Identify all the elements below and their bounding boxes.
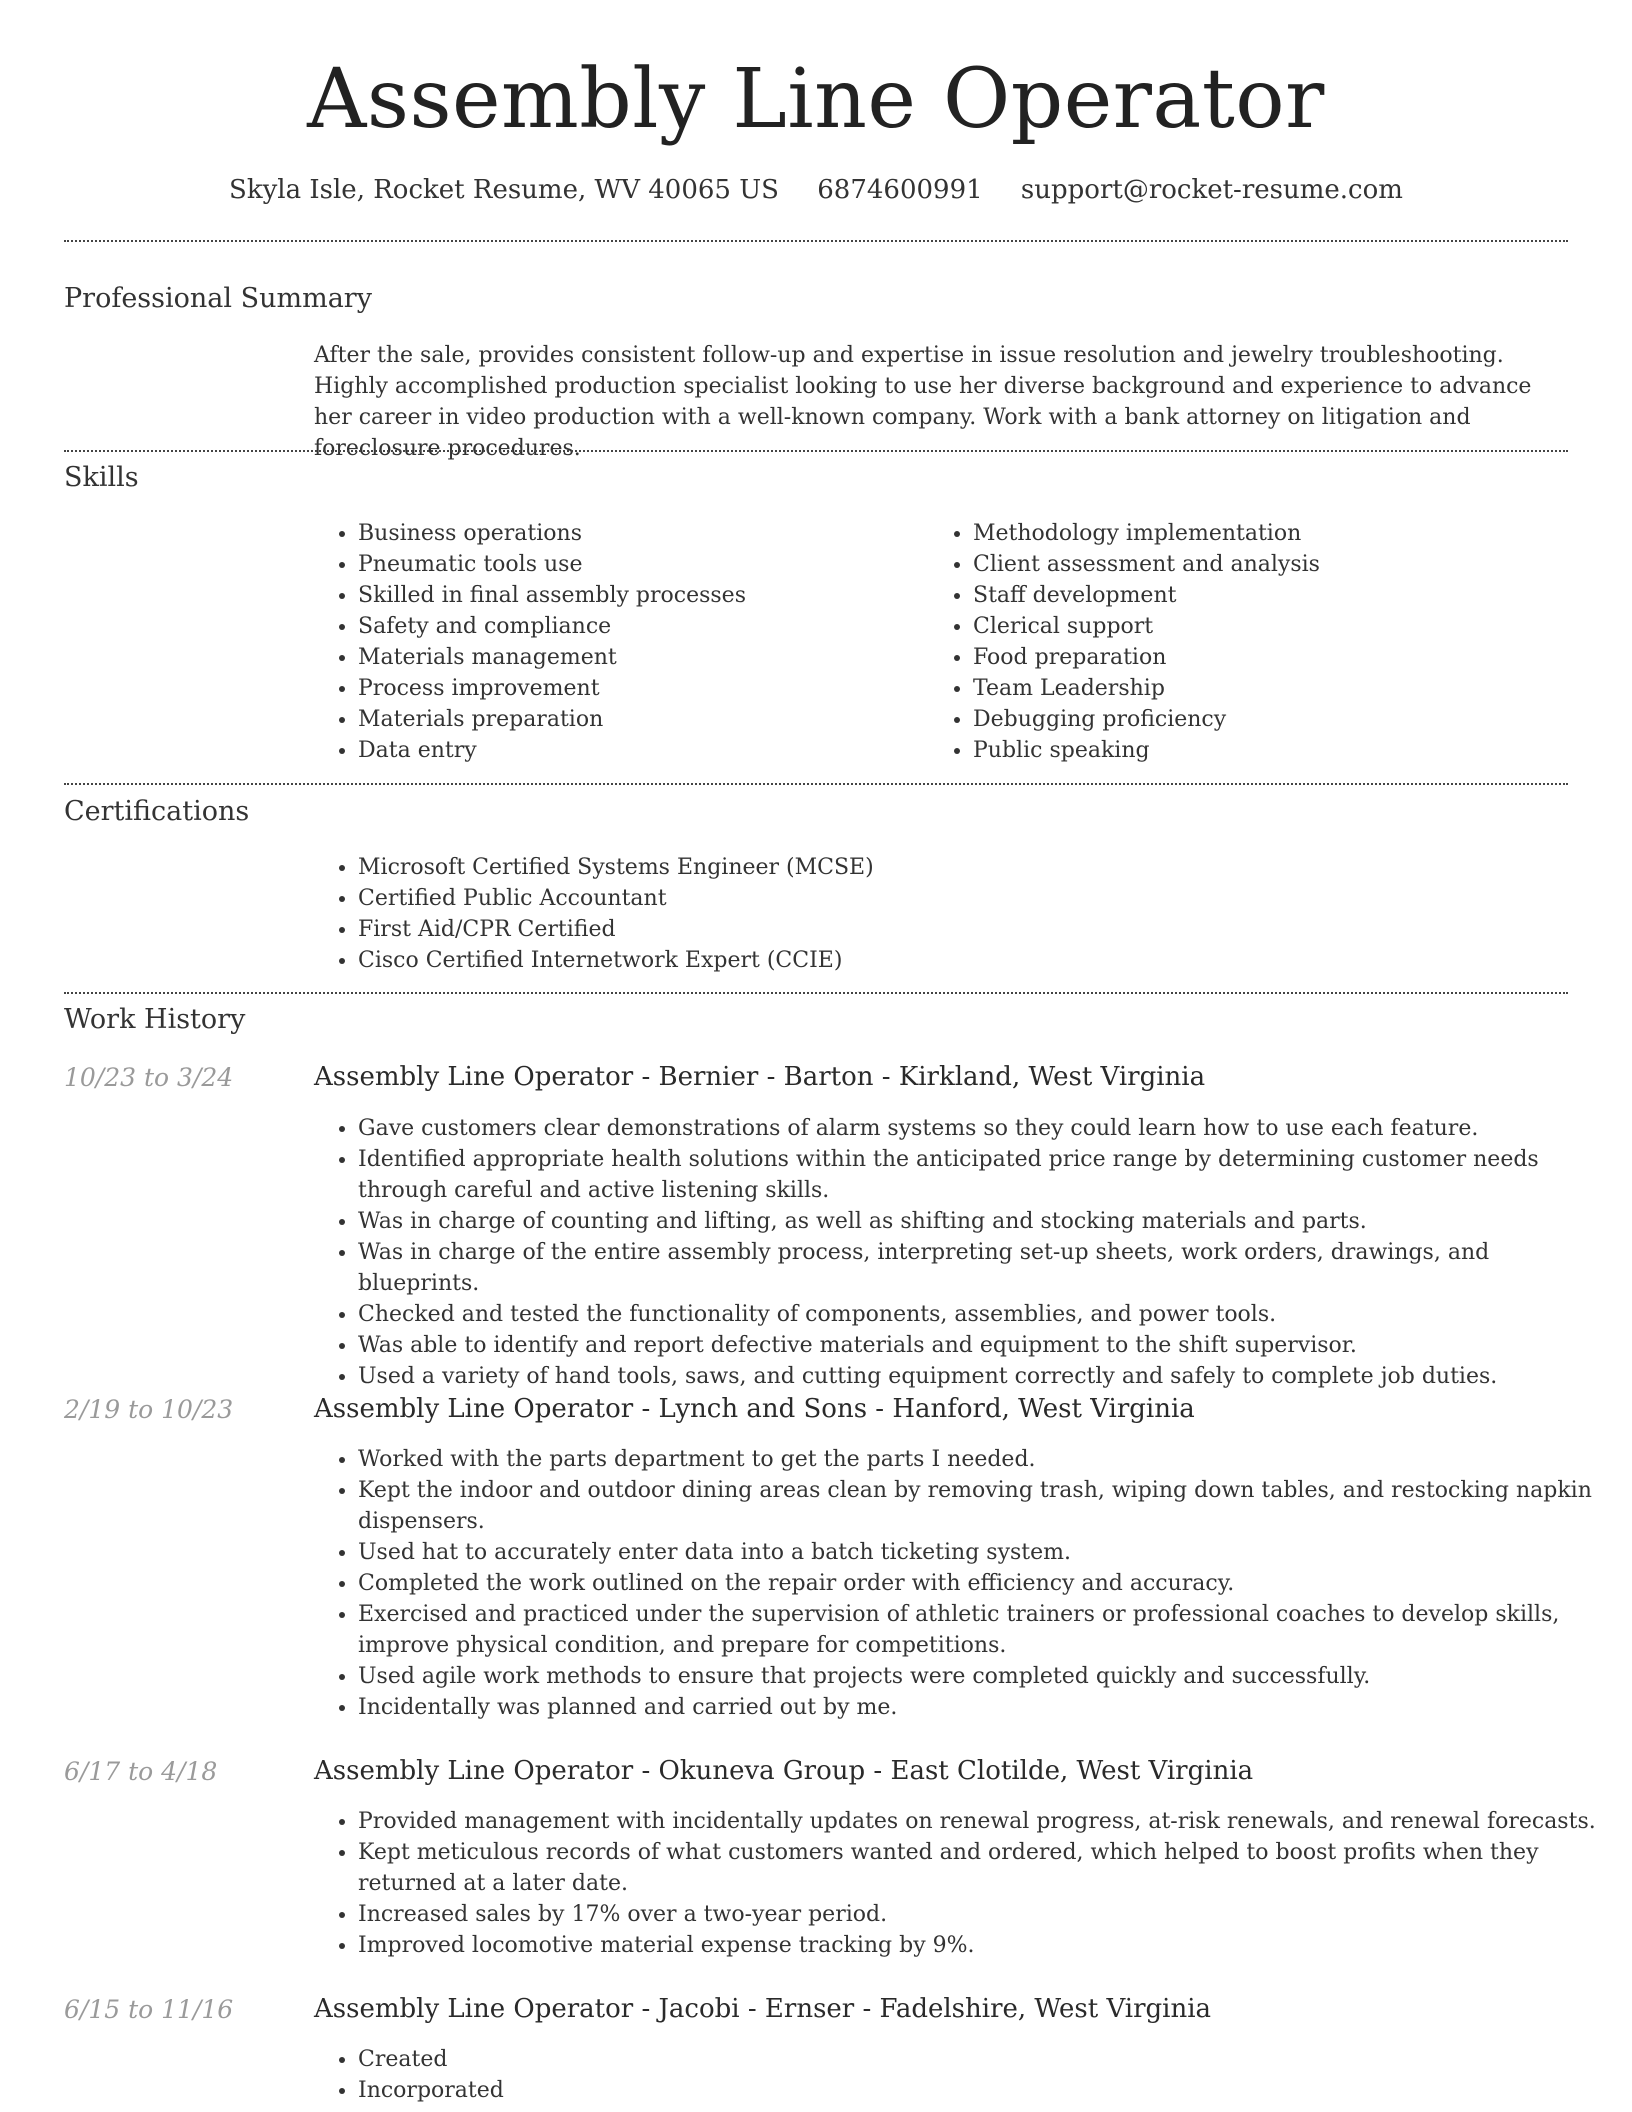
divider <box>64 783 1568 785</box>
certifications-heading: Certifications <box>64 796 250 827</box>
job-title: Assembly Line Operator - Lynch and Sons - Hanford, West Virginia <box>314 1394 1195 1424</box>
summary-heading: Professional Summary <box>64 283 372 314</box>
job-bullet: • Kept meticulous records of what customers wanted and ordered, which helped to boost profits when they returned at a later date. <box>358 1837 1612 1899</box>
certifications-list <box>314 852 1558 976</box>
job-bullet: • Exercised and practiced under the supervision of athletic trainers or professional coaches to develop skills, improve physical condition, and prepare for competitions. <box>358 1599 1612 1661</box>
skill-item: • Methodology implementation <box>973 518 1573 549</box>
certification-item: • Cisco Certified Internetwork Expert (CCIE) <box>358 945 1558 976</box>
skill-item: • Pneumatic tools use <box>358 549 918 580</box>
divider <box>64 992 1568 994</box>
skill-item: • Client assessment and analysis <box>973 549 1573 580</box>
contact-line <box>0 174 1632 206</box>
job-dates: 6/17 to 4/18 <box>64 1757 218 1786</box>
job-bullet: • Completed the work outlined on the repair order with efficiency and accuracy. <box>358 1568 1612 1599</box>
skill-item: • Food preparation <box>973 642 1573 673</box>
skill-item: • Staff development <box>973 580 1573 611</box>
skill-item: • Data entry <box>358 735 918 766</box>
job-bullet: • Used a variety of hand tools, saws, and cutting equipment correctly and safely to complete job duties. <box>358 1361 1612 1392</box>
contact-phone: 6874600991 <box>817 175 983 205</box>
job-title: Assembly Line Operator - Okuneva Group - East Clotilde, West Virginia <box>314 1756 1254 1786</box>
summary-text: After the sale, provides consistent follow-up and expertise in issue resolution and jewelry troubleshooting. Highly accomplished production specialist looking to use her diverse background and experience to advance her career in video production with a well-known company. Work with a bank attorney on litigation and foreclosure procedures. <box>314 343 1532 461</box>
skill-item: • Process improvement <box>358 673 918 704</box>
job-bullet: • Used hat to accurately enter data into a batch ticketing system. <box>358 1537 1612 1568</box>
job-bullet: • Checked and tested the functionality of components, assemblies, and power tools. <box>358 1299 1612 1330</box>
skills-list-right <box>929 518 1573 766</box>
job-bullets <box>314 1806 1612 1961</box>
job-bullet: • Used agile work methods to ensure that projects were completed quickly and successfully. <box>358 1661 1612 1692</box>
certification-item: • Microsoft Certified Systems Engineer (MCSE) <box>358 852 1558 883</box>
skill-item: • Materials preparation <box>358 704 918 735</box>
work-history-heading: Work History <box>64 1004 246 1035</box>
job-bullet: • Created <box>358 2044 1612 2075</box>
divider <box>64 240 1568 242</box>
job-bullet: • Provided management with incidentally updates on renewal progress, at-risk renewals, and renewal forecasts. <box>358 1806 1612 1837</box>
contact-email: support@rocket-resume.com <box>1020 175 1403 205</box>
job-bullet: • Increased sales by 17% over a two-year period. <box>358 1899 1612 1930</box>
job-bullet: • Kept the indoor and outdoor dining areas clean by removing trash, wiping down tables, and restocking napkin dispensers. <box>358 1475 1612 1537</box>
job-bullet: • Was in charge of the entire assembly process, interpreting set-up sheets, work orders, drawings, and blueprints. <box>358 1237 1612 1299</box>
certification-item: • Certified Public Accountant <box>358 883 1558 914</box>
skill-item: • Skilled in final assembly processes <box>358 580 918 611</box>
job-title: Assembly Line Operator - Bernier - Barton - Kirkland, West Virginia <box>314 1062 1206 1092</box>
job-dates: 2/19 to 10/23 <box>64 1395 234 1424</box>
skill-item: • Public speaking <box>973 735 1573 766</box>
skill-item: • Debugging proficiency <box>973 704 1573 735</box>
job-dates: 10/23 to 3/24 <box>64 1063 234 1092</box>
contact-address: Skyla Isle, Rocket Resume, WV 40065 US <box>229 175 779 205</box>
skill-item: • Clerical support <box>973 611 1573 642</box>
job-bullet: • Identified appropriate health solutions within the anticipated price range by determining customer needs through careful and active listening skills. <box>358 1144 1612 1206</box>
job-bullets <box>314 1113 1612 1392</box>
skill-item: • Safety and compliance <box>358 611 918 642</box>
skill-item: • Materials management <box>358 642 918 673</box>
skills-heading: Skills <box>64 462 139 493</box>
skills-list-left <box>314 518 918 766</box>
job-bullet: • Was in charge of counting and lifting, as well as shifting and stocking materials and parts. <box>358 1206 1612 1237</box>
skill-item: • Business operations <box>358 518 918 549</box>
skill-item: • Team Leadership <box>973 673 1573 704</box>
job-bullet: • Incorporated <box>358 2075 1612 2106</box>
resume-name: Assembly Line Operator <box>307 52 1325 147</box>
job-bullets <box>314 1444 1612 1723</box>
job-bullet: • Was able to identify and report defective materials and equipment to the shift supervisor. <box>358 1330 1612 1361</box>
job-title: Assembly Line Operator - Jacobi - Ernser - Fadelshire, West Virginia <box>314 1994 1212 2024</box>
job-bullet: • Improved locomotive material expense tracking by 9%. <box>358 1930 1612 1961</box>
job-bullet: • Gave customers clear demonstrations of alarm systems so they could learn how to use each feature. <box>358 1113 1612 1144</box>
job-dates: 6/15 to 11/16 <box>64 1995 234 2024</box>
divider <box>64 450 1568 452</box>
certification-item: • First Aid/CPR Certified <box>358 914 1558 945</box>
job-bullet: • Incidentally was planned and carried out by me. <box>358 1692 1612 1723</box>
job-bullets <box>314 2044 1612 2106</box>
job-bullet: • Worked with the parts department to get the parts I needed. <box>358 1444 1612 1475</box>
